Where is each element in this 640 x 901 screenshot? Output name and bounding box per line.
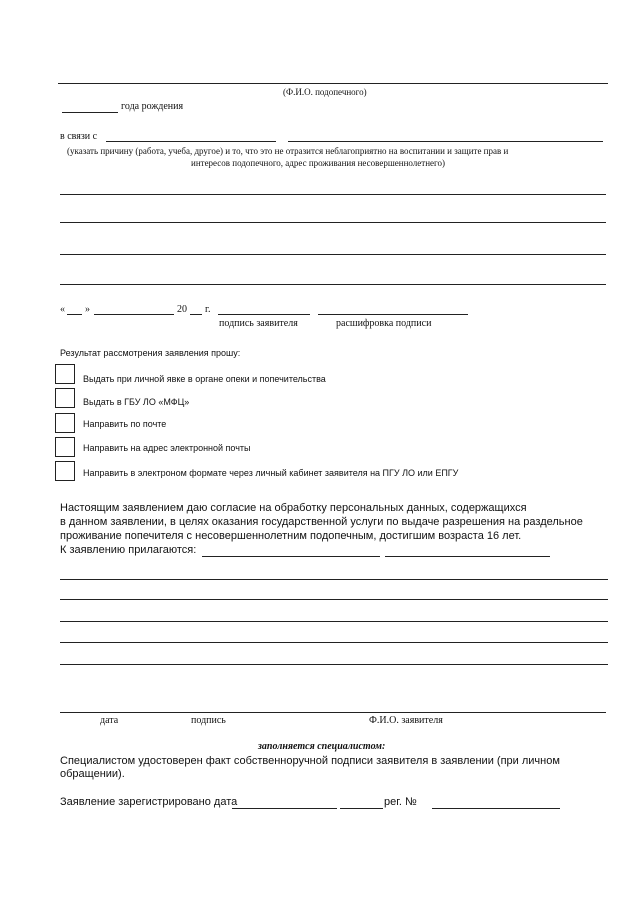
reason-line-1[interactable] (106, 141, 276, 142)
signature-caption: подпись заявителя (219, 318, 298, 329)
registered-date-line[interactable] (232, 808, 337, 809)
option-checkbox-email[interactable] (55, 437, 75, 457)
option-checkbox-electronic[interactable] (55, 461, 75, 481)
reg-number-line[interactable] (432, 808, 560, 809)
reason-line-2[interactable] (288, 141, 603, 142)
fio-line[interactable] (58, 83, 608, 84)
month-line[interactable] (94, 314, 174, 315)
day-line[interactable] (67, 314, 82, 315)
attachment-line[interactable] (60, 621, 608, 622)
attachments-line-2[interactable] (385, 556, 550, 557)
decode-line[interactable] (318, 314, 468, 315)
option-label: Выдать в ГБУ ЛО «МФЦ» (83, 397, 190, 407)
option-checkbox-mfc[interactable] (55, 388, 75, 408)
blank-line[interactable] (60, 254, 606, 255)
birth-year-label: года рождения (121, 101, 184, 112)
specialist-heading: заполняется специалистом: (258, 741, 386, 752)
specialist-line-1: Специалистом удостоверен факт собственноручной подписи заявителя в заявлении (при личном (60, 755, 560, 767)
sign-caption: подпись (191, 715, 226, 726)
blank-line[interactable] (60, 284, 606, 285)
result-heading: Результат рассмотрения заявления прошу: (60, 348, 241, 358)
reason-hint-line-2: интересов подопечного, адрес проживания несовершеннолетнего) (191, 158, 445, 168)
specialist-line-2: обращении). (60, 768, 125, 780)
attachment-line[interactable] (60, 642, 608, 643)
date-close-quote: » (85, 304, 90, 315)
consent-line-3: проживание попечителя с несовершеннолетним подопечным, достигшим возраста 16 лет. (60, 530, 522, 542)
date-caption: дата (100, 715, 119, 726)
option-label: Направить по почте (83, 419, 167, 429)
attachment-line[interactable] (60, 579, 608, 580)
year-line[interactable] (190, 314, 202, 315)
attachments-line-1[interactable] (202, 556, 380, 557)
option-checkbox-in-person[interactable] (55, 364, 75, 384)
date-open-quote: « (60, 304, 65, 315)
fio-applicant-caption: Ф.И.О. заявителя (369, 715, 443, 726)
option-label: Выдать при личной явке в органе опеки и попечительства (83, 374, 326, 384)
registered-label: Заявление зарегистрировано дата (60, 796, 238, 808)
blank-line[interactable] (60, 194, 606, 195)
option-label: Направить на адрес электронной почты (83, 443, 251, 453)
registered-date-line-2[interactable] (340, 808, 383, 809)
consent-line-2: в данном заявлении, в целях оказания государственной услуги по выдаче разрешения на раздельное (60, 516, 583, 528)
decode-caption: расшифровка подписи (336, 318, 432, 329)
option-label: Направить в электроном формате через личный кабинет заявителя на ПГУ ЛО или ЕПГУ (83, 468, 459, 478)
fio-caption: (Ф.И.О. подопечного) (283, 87, 367, 97)
reg-number-label: рег. № (384, 796, 417, 808)
year-suffix: г. (205, 304, 211, 315)
signature-line[interactable] (218, 314, 310, 315)
attachment-line[interactable] (60, 664, 608, 665)
reason-prefix: в связи с (60, 131, 98, 142)
year-prefix: 20 (177, 304, 187, 315)
reason-hint-line-1: (указать причину (работа, учеба, другое) и то, что это не отразится неблагоприятно на воспитании и защите прав и (67, 146, 509, 156)
blank-line[interactable] (60, 222, 606, 223)
consent-line-1: Настоящим заявлением даю согласие на обработку персональных данных, содержащихся (60, 502, 527, 514)
bottom-signature-line[interactable] (60, 712, 606, 713)
attachment-line[interactable] (60, 599, 608, 600)
birth-year-line[interactable] (62, 112, 118, 113)
option-checkbox-mail[interactable] (55, 413, 75, 433)
attachments-label: К заявлению прилагаются: (60, 544, 197, 556)
